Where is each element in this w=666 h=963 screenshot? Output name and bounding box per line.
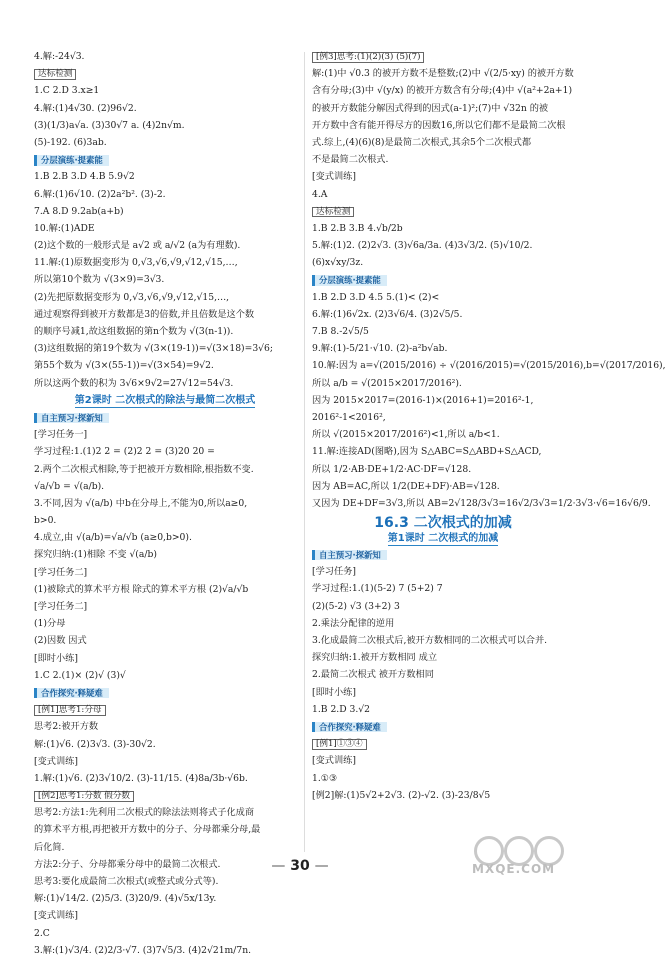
answer-line bbox=[34, 929, 296, 940]
answer-line bbox=[312, 344, 574, 355]
answer-text: 9.解:(1)-5/21·√10. (2)-a²b√ab. bbox=[312, 343, 448, 355]
answer-line bbox=[34, 275, 296, 286]
answer-line bbox=[34, 104, 296, 115]
answer-line bbox=[34, 740, 296, 751]
answer-line bbox=[34, 327, 296, 338]
answer-line bbox=[312, 379, 574, 390]
lesson-title: 第1课时 二次根式的加减 bbox=[387, 533, 499, 545]
answer-text: 所以 1/2·AB·DE+1/2·AC·DF=√128. bbox=[312, 463, 472, 475]
answer-text: 4.解:-24√3. bbox=[34, 51, 85, 62]
answer-text: 探究归纳:(1)相除 不变 √(a/b) bbox=[34, 549, 157, 561]
answer-text: 10.解:(1)ADE bbox=[34, 222, 95, 234]
lesson-title: 第2课时 二次根式的除法与最简二次根式 bbox=[74, 394, 256, 406]
answer-line bbox=[312, 327, 574, 338]
answer-line bbox=[312, 465, 574, 476]
answer-line bbox=[34, 69, 296, 80]
boxed-label: [例1]①③④ bbox=[312, 739, 367, 750]
answer-text: 1.B 2.B 3.B 4.√b/2b bbox=[312, 222, 403, 234]
answer-line bbox=[312, 602, 574, 613]
watermark-text: MXQE.COM bbox=[472, 862, 556, 876]
section-title: 16.3 二次根式的加减 bbox=[374, 515, 512, 532]
answer-line bbox=[34, 671, 296, 682]
answer-line bbox=[312, 155, 574, 166]
section-tag: 分层演练·提素能 bbox=[312, 275, 387, 285]
answer-line bbox=[312, 756, 574, 767]
answer-text: 4.成立,由 √(a/b)=√a/√b (a≥0,b>0). bbox=[34, 532, 192, 544]
answer-line bbox=[312, 430, 574, 441]
answer-line bbox=[34, 413, 296, 424]
answer-text: 1.B 2.D 3.√2 bbox=[312, 703, 370, 715]
answer-text: 解:(1)中 √0.3 的被开方数不是整数;(2)中 √(2/5·xy) 的被开方数 bbox=[312, 68, 574, 80]
answer-line bbox=[34, 843, 296, 854]
answer-text: 含有分母;(3)中 √(y/x) 的被开方数含有分母;(4)中 √(a²+2a+1) bbox=[312, 85, 573, 97]
page-number: 30 bbox=[290, 858, 310, 874]
answer-line bbox=[312, 482, 574, 493]
answer-line bbox=[34, 121, 296, 132]
column-divider bbox=[304, 52, 305, 852]
answer-text: [变式训练] bbox=[312, 171, 356, 183]
answer-text: [变式训练] bbox=[312, 755, 356, 767]
answer-text: 通过观察得到被开方数都是3的倍数,并且倍数是这个数 bbox=[34, 308, 255, 320]
answer-text: 2.乘法分配律的逆用 bbox=[312, 617, 395, 629]
answer-line bbox=[34, 430, 296, 441]
answer-text: [即时小练] bbox=[34, 652, 78, 664]
answer-text: [即时小练] bbox=[312, 686, 356, 698]
answer-text: 1.B 2.D 3.D 4.5 5.(1)< (2)< bbox=[312, 291, 440, 303]
answer-line bbox=[34, 52, 296, 63]
answer-line bbox=[34, 138, 296, 149]
answer-line bbox=[312, 791, 574, 802]
answer-text: 6.解:(1)6√10. (2)2a²b². (3)-2. bbox=[34, 188, 166, 200]
answer-text: 所以第10个数为 √(3×9)=3√3. bbox=[34, 274, 165, 286]
answer-line bbox=[34, 447, 296, 458]
answer-line bbox=[312, 413, 574, 424]
answer-text: (1)分母 bbox=[34, 618, 66, 630]
answer-text: 2.C bbox=[34, 927, 50, 939]
section-tag: 自主预习·探新知 bbox=[34, 413, 109, 423]
boxed-label: [例1]思考1:分母 bbox=[34, 705, 106, 716]
answer-text: 1.C 2.(1)× (2)√ (3)√ bbox=[34, 669, 126, 681]
answer-line bbox=[34, 825, 296, 836]
answer-text: 1.C 2.D 3.x≥1 bbox=[34, 85, 100, 97]
answer-text: 所以这两个数的积为 3√6×9√2=27√12=54√3. bbox=[34, 377, 234, 389]
answer-text: 6.解:(1)6√2x. (2)3√6/4. (3)2√5/5. bbox=[312, 308, 463, 320]
answer-text: [变式训练] bbox=[34, 910, 78, 922]
answer-text: 5.解:(1)2. (2)2√3. (3)√6a/3a. (4)3√3/2. (5)√10/2. bbox=[312, 240, 533, 252]
answer-line bbox=[34, 482, 296, 493]
answer-line bbox=[312, 619, 574, 630]
answer-line bbox=[34, 258, 296, 269]
answer-text: 的算术平方根,再把被开方数中的分子、分母都乘分母,最 bbox=[34, 824, 261, 836]
answer-text: 第55个数为 √(3×(55-1))=√(3×54)=9√2. bbox=[34, 360, 214, 372]
answer-text: 4.A bbox=[312, 188, 328, 200]
answer-line bbox=[312, 52, 574, 63]
answer-line bbox=[34, 791, 296, 802]
answer-line bbox=[312, 550, 574, 561]
answer-text: (5)-192. (6)3ab. bbox=[34, 136, 107, 148]
right-column bbox=[312, 52, 666, 808]
answer-line bbox=[34, 241, 296, 252]
answer-text: 3.不同,因为 √(a/b) 中b在分母上,不能为0,所以a≥0, bbox=[34, 497, 248, 509]
answer-text: 1.解:(1)√6. (2)3√10/2. (3)-11/15. (4)8a/3b·√6b. bbox=[34, 772, 248, 784]
page-dash-right: — bbox=[314, 858, 329, 874]
answer-text: 的被开方数能分解因式得到的因式(a-1)²;(7)中 √32n 的被 bbox=[312, 102, 549, 114]
answer-text: (2)先把原数据变形为 0,√3,√6,√9,√12,√15,…, bbox=[34, 291, 230, 303]
boxed-label: [例3]思考:(1)(2)(3) (5)(7) bbox=[312, 52, 424, 63]
answer-text: 因为 2015×2017=(2016-1)×(2016+1)=2016²-1, bbox=[312, 394, 534, 406]
answer-line bbox=[34, 344, 296, 355]
answer-text: (6)x√xy/3z. bbox=[312, 257, 364, 269]
answer-text: 3.解:(1)√3/4. (2)2/3·√7. (3)7√5/3. (4)2√21m/7n. bbox=[34, 944, 252, 956]
answer-line bbox=[34, 310, 296, 321]
answer-line bbox=[34, 568, 296, 579]
answer-line bbox=[34, 550, 296, 561]
answer-line bbox=[312, 258, 574, 269]
answer-text: 1.B 2.B 3.D 4.B 5.9√2 bbox=[34, 171, 135, 183]
answer-text: [学习任务二] bbox=[34, 601, 88, 612]
answer-text: 11.解:连接AD(图略),因为 S△ABC=S△ABD+S△ACD, bbox=[312, 446, 542, 458]
answer-line bbox=[34, 705, 296, 716]
answer-line bbox=[312, 360, 666, 372]
answer-line bbox=[312, 224, 574, 235]
answer-line bbox=[34, 877, 296, 888]
answer-line bbox=[34, 155, 296, 166]
answer-text: [学习任务二] bbox=[34, 566, 88, 578]
answer-line bbox=[312, 241, 574, 252]
answer-text: 学习过程:1.(1)(5-2) 7 (5+2) 7 bbox=[312, 583, 443, 595]
answer-text: 方法2:分子、分母都乘分母中的最简二次根式. bbox=[34, 858, 221, 870]
answer-line bbox=[34, 585, 296, 596]
answer-line bbox=[34, 465, 296, 476]
answer-line bbox=[34, 602, 296, 613]
answer-line bbox=[34, 361, 296, 372]
answer-text: 又因为 DE+DF=3√3,所以 AB=2√128/3√3=16√2/3√3=1/2·3√3·√6=16√6/9. bbox=[312, 497, 651, 509]
answer-line bbox=[312, 121, 574, 132]
answer-line bbox=[312, 636, 574, 647]
answer-line bbox=[34, 533, 296, 544]
boxed-label: 达标检测 bbox=[312, 207, 354, 218]
answer-line bbox=[34, 207, 296, 218]
answer-line bbox=[312, 653, 574, 664]
answer-line bbox=[312, 497, 651, 510]
answer-line bbox=[312, 293, 574, 304]
answer-line bbox=[312, 567, 574, 578]
answer-text: 7.B 8.-2√5/5 bbox=[312, 326, 369, 337]
answer-text: 10.解:因为 a=√(2015/2016) ÷ √(2016/2015)=√(2015/2016),b=√(2017/2016), bbox=[312, 360, 666, 372]
answer-line bbox=[312, 86, 574, 97]
answer-line bbox=[34, 722, 296, 733]
answer-text: 后化简. bbox=[34, 841, 65, 853]
answer-text: 开方数中含有能开得尽方的因数16,所以它们都不是最简二次根 bbox=[312, 119, 566, 131]
answer-text: √a/√b = √(a/b). bbox=[34, 480, 105, 492]
answer-text: 思考3:要化成最简二次根式(或整式或分式等). bbox=[34, 876, 219, 887]
answer-line bbox=[34, 688, 296, 699]
boxed-label: 达标检测 bbox=[34, 69, 76, 80]
answer-line bbox=[34, 636, 296, 647]
answer-text: 不是最简二次根式. bbox=[312, 154, 389, 166]
left-column bbox=[34, 52, 296, 963]
answer-text: 4.解:(1)4√30. (2)96√2. bbox=[34, 102, 137, 114]
answer-text: [变式训练] bbox=[34, 755, 78, 767]
answer-line bbox=[312, 688, 574, 699]
page-dash-left: — bbox=[271, 858, 286, 874]
answer-line bbox=[312, 69, 574, 80]
answer-text: 所以 a/b = √(2015×2017/2016²). bbox=[312, 377, 462, 389]
section-tag: 自主预习·探新知 bbox=[312, 550, 387, 560]
answer-line bbox=[312, 138, 574, 149]
answer-line bbox=[34, 379, 296, 390]
answer-line bbox=[312, 534, 574, 546]
answer-line bbox=[312, 739, 574, 750]
answer-line bbox=[312, 774, 574, 785]
section-tag: 合作探究·释疑难 bbox=[312, 722, 387, 732]
answer-line bbox=[312, 670, 574, 681]
answer-text: (1)被除式的算术平方根 除式的算术平方根 (2)√a/√b bbox=[34, 583, 249, 595]
answer-line bbox=[312, 705, 574, 716]
section-tag: 分层演练·提素能 bbox=[34, 155, 109, 165]
answer-text: (2)(5-2) √3 (3+2) 3 bbox=[312, 600, 400, 612]
answer-text: b>0. bbox=[34, 515, 57, 527]
answer-line bbox=[312, 104, 574, 115]
answer-line bbox=[34, 396, 296, 407]
answer-line bbox=[312, 584, 574, 595]
answer-line bbox=[34, 293, 296, 304]
section-tag: 合作探究·释疑难 bbox=[34, 688, 109, 698]
answer-line bbox=[34, 911, 296, 922]
answer-line bbox=[34, 774, 296, 785]
answer-line bbox=[34, 757, 296, 768]
answer-line bbox=[34, 190, 296, 201]
answer-line bbox=[312, 516, 574, 532]
answer-text: (2)因数 因式 bbox=[34, 635, 87, 647]
watermark-logo bbox=[470, 832, 582, 878]
answer-text: 11.解:(1)原数据变形为 0,√3,√6,√9,√12,√15,…, bbox=[34, 257, 238, 269]
answer-text: 所以 √(2015×2017/2016²)<1,所以 a/b<1. bbox=[312, 429, 500, 441]
answer-line bbox=[312, 275, 574, 286]
answer-line bbox=[34, 172, 296, 183]
answer-text: 2016²-1<2016², bbox=[312, 411, 386, 423]
answer-text: 的顺序号减1,故这组数据的第n个数为 √(3(n-1)). bbox=[34, 326, 234, 337]
answer-text: 1.①③ bbox=[312, 772, 338, 784]
answer-text: 2.最简二次根式 被开方数相同 bbox=[312, 669, 434, 681]
answer-text: (3)这组数据的第19个数为 √(3×(19-1))=√(3×18)=3√6; bbox=[34, 343, 273, 355]
answer-line bbox=[312, 310, 574, 321]
answer-text: 式.综上,(4)(6)(8)是最简二次根式,其余5个二次根式都 bbox=[312, 136, 532, 148]
answer-text: 解:(1)√6. (2)3√3. (3)-30√2. bbox=[34, 738, 156, 750]
answer-line bbox=[312, 207, 574, 218]
answer-text: 因为 AB=AC,所以 1/2(DE+DF)·AB=√128. bbox=[312, 480, 500, 492]
answer-text: 解:(1)√14/2. (2)5/3. (3)20/9. (4)√5x/13y. bbox=[34, 893, 217, 905]
answer-text: 2.两个二次根式相除,等于把被开方数相除,根指数不变. bbox=[34, 463, 254, 475]
answer-line bbox=[34, 224, 296, 235]
answer-line bbox=[34, 86, 296, 97]
answer-text: (2)这个数的一般形式是 a√2 或 a/√2 (a为有理数). bbox=[34, 240, 241, 252]
answer-line bbox=[312, 172, 574, 183]
answer-line bbox=[312, 447, 574, 458]
answer-text: 探究归纳:1.被开方数相同 成立 bbox=[312, 652, 438, 664]
answer-text: (3)(1/3)a√a. (3)30√7 a. (4)2n√m. bbox=[34, 119, 185, 131]
answer-line bbox=[34, 808, 296, 819]
answer-line bbox=[34, 516, 296, 527]
answer-line bbox=[34, 894, 296, 905]
answer-line bbox=[312, 396, 574, 407]
answer-line bbox=[34, 499, 296, 510]
boxed-label: [例2]思考1:分数 假分数 bbox=[34, 791, 134, 802]
answer-text: [学习任务] bbox=[312, 566, 356, 578]
answer-line bbox=[34, 619, 296, 630]
answer-line bbox=[312, 722, 574, 733]
answer-text: 7.A 8.D 9.2ab(a+b) bbox=[34, 205, 124, 217]
answer-text: 思考2:方法1:先利用二次根式的除法法则将式子化成商 bbox=[34, 807, 255, 819]
answer-text: 思考2:被开方数 bbox=[34, 721, 99, 733]
answer-line bbox=[312, 190, 574, 201]
answer-line bbox=[34, 946, 296, 957]
answer-text: 3.化成最简二次根式后,被开方数相同的二次根式可以合并. bbox=[312, 635, 548, 646]
answer-text: 学习过程:1.(1)2 2 = (2)2 2 = (3)20 20 = bbox=[34, 446, 215, 458]
answer-text: [学习任务一] bbox=[34, 429, 88, 441]
answer-line bbox=[34, 654, 296, 665]
answer-text: [例2]解:(1)5√2+2√3. (2)-√2. (3)-23/8√5 bbox=[312, 789, 491, 801]
